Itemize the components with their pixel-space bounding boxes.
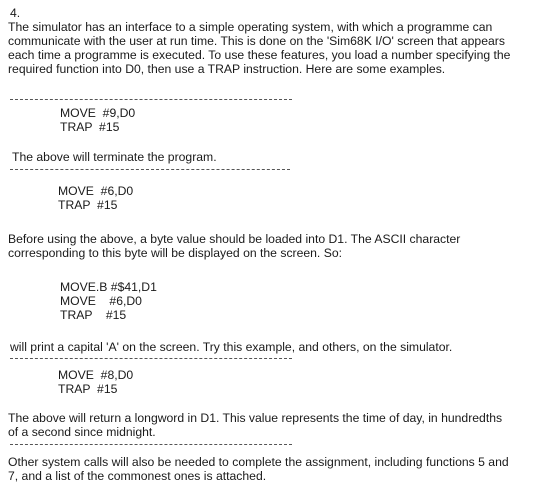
divider xyxy=(10,358,292,359)
closing-line: 7, and a list of the commonest ones is attached. xyxy=(8,469,267,483)
intro-line: The simulator has an interface to a simple operating system, with which a programme can xyxy=(8,20,493,34)
note-line: of a second since midnight. xyxy=(8,425,156,439)
note-display-char xyxy=(8,232,534,260)
note-print-a: will print a capital 'A' on the screen. Try this example, and others, on the simulator. xyxy=(10,340,453,354)
code-line: TRAP #15 xyxy=(60,120,120,134)
code-block-display-char xyxy=(58,184,133,212)
divider xyxy=(10,99,292,100)
note-terminate: The above will terminate the program. xyxy=(12,150,217,164)
code-block-time xyxy=(58,368,133,396)
divider xyxy=(10,169,290,170)
code-line: TRAP #15 xyxy=(58,382,118,396)
section-number: 4. xyxy=(10,6,21,20)
code-line: MOVE #6,D0 xyxy=(58,184,134,198)
note-line: corresponding to this byte will be displayed on the screen. So: xyxy=(8,246,342,260)
closing-line: Other system calls will also be needed to complete the assignment, including functions 5 and xyxy=(8,455,509,469)
code-line: TRAP #15 xyxy=(58,198,118,212)
intro-line: communicate with the user at run time. This is done on the 'Sim68K I/O' screen that appears xyxy=(8,34,505,48)
divider xyxy=(10,444,292,445)
code-line: MOVE #9,D0 xyxy=(60,106,136,120)
code-line: MOVE.B #$41,D1 xyxy=(60,280,157,294)
closing-paragraph xyxy=(8,455,534,483)
note-time xyxy=(8,411,534,439)
code-line: TRAP #15 xyxy=(60,308,127,322)
intro-line: required function into D0, then use a TRAP instruction. Here are some examples. xyxy=(8,62,446,76)
note-line: Before using the above, a byte value should be loaded into D1. The ASCII character xyxy=(8,232,461,246)
code-block-terminate xyxy=(60,106,135,134)
note-line: The above will return a longword in D1. This value represents the time of day, in hundredths xyxy=(8,411,503,425)
intro-paragraph xyxy=(8,20,534,76)
code-block-print-a xyxy=(60,280,157,322)
code-line: MOVE #6,D0 xyxy=(60,294,142,308)
intro-line: each time a programme is executed. To use these features, you load a number specifying the xyxy=(8,48,511,62)
code-line: MOVE #8,D0 xyxy=(58,368,134,382)
